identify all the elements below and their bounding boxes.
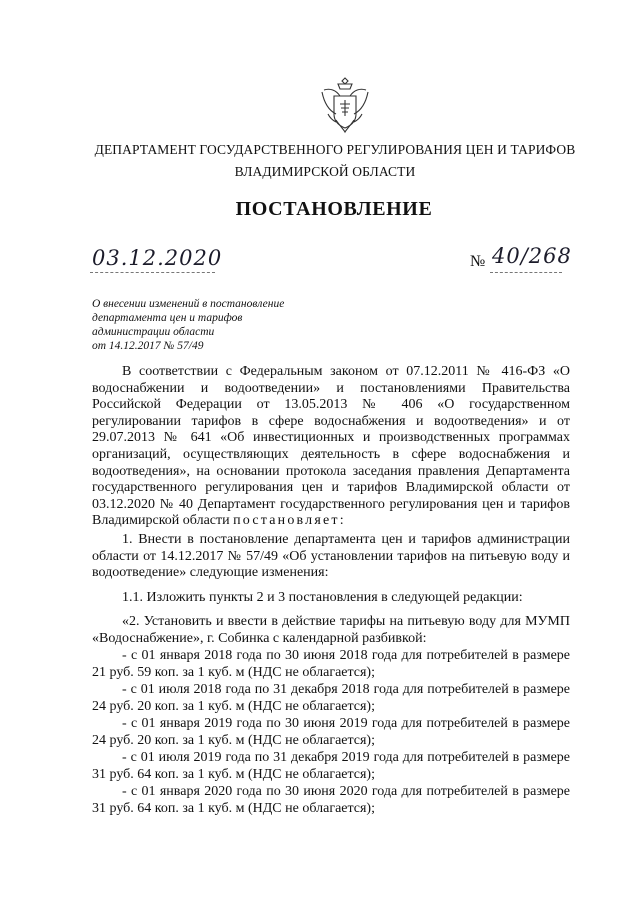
coat-of-arms-icon — [316, 74, 374, 138]
department-name-line2: ВЛАДИМИРСКОЙ ОБЛАСТИ — [234, 164, 416, 179]
tariff-row: - с 01 июля 2018 года по 31 декабря 2018 года для потребителей в размере 24 руб. 20 коп. за 1 куб. м (НДС не облагается); — [92, 682, 570, 714]
tariff-row: - с 01 января 2018 года по 30 июня 2018 года для потребителей в размере 21 руб. 59 коп. за 1 куб. м (НДС не облагается); — [92, 648, 570, 680]
preamble-text: В соответствии с Федеральным законом от 07.12.2011 № 416-ФЗ «О водоснабжении и водоотведении» и постановлениями Правительства Российской Федерации от 13.05.2013 № 406 «О государственном регулировании тарифов в сфере водоснабжения и водоотведения» и от 29.07.2013 № 641 «Об инвестиционных и производственных программах организаций, осуществляющих деятельность в сфере водоснабжения и водоотведения», на основании протокола заседания правления Департамента государственного регулирования цен и тарифов Владимирской области от 03.12.2020 № 40 Департамент государственного регулирования цен и тарифов Владимирской области — [92, 364, 570, 529]
number-label: № — [470, 253, 486, 270]
handwritten-number: 40/268 — [492, 244, 572, 268]
subject-line: департамента цен и тарифов — [92, 312, 243, 324]
item-1-1: 1.1. Изложить пункты 2 и 3 постановления в следующей редакции: — [122, 590, 523, 605]
subject-line: от 14.12.2017 № 57/49 — [92, 340, 204, 352]
subject-block — [92, 297, 284, 353]
number-underline — [490, 272, 562, 273]
resolves-word: постановляет: — [233, 513, 346, 529]
tariff-row: - с 01 января 2019 года по 30 июня 2019 года для потребителей в размере 24 руб. 20 коп. за 1 куб. м (НДС не облагается); — [92, 716, 570, 748]
tariff-row: - с 01 января 2020 года по 30 июня 2020 года для потребителей в размере 31 руб. 64 коп. за 1 куб. м (НДС не облагается); — [92, 784, 570, 816]
item-1: 1. Внести в постановление департамента цен и тарифов администрации области от 14.12.2017 № 57/49 «Об установлении тарифов на питьевую воду и водоотведение» следующие изменения: — [92, 532, 570, 581]
document-title: ПОСТАНОВЛЕНИЕ — [235, 198, 433, 220]
subject-line: администрации области — [92, 326, 215, 338]
item-2: «2. Установить и ввести в действие тарифы на питьевую воду для МУМП «Водоснабжение», г. Собинка с календарной разбивкой: — [92, 614, 570, 646]
subject-line: О внесении изменений в постановление — [92, 298, 285, 310]
department-name-line1: ДЕПАРТАМЕНТ ГОСУДАРСТВЕННОГО РЕГУЛИРОВАНИЯ ЦЕН И ТАРИФОВ — [94, 142, 576, 157]
handwritten-date: 03.12.2020 — [92, 246, 223, 270]
preamble-paragraph — [92, 364, 570, 530]
date-underline — [90, 272, 215, 273]
tariff-row: - с 01 июля 2019 года по 31 декабря 2019 года для потребителей в размере 31 руб. 64 коп. за 1 куб. м (НДС не облагается); — [92, 750, 570, 782]
